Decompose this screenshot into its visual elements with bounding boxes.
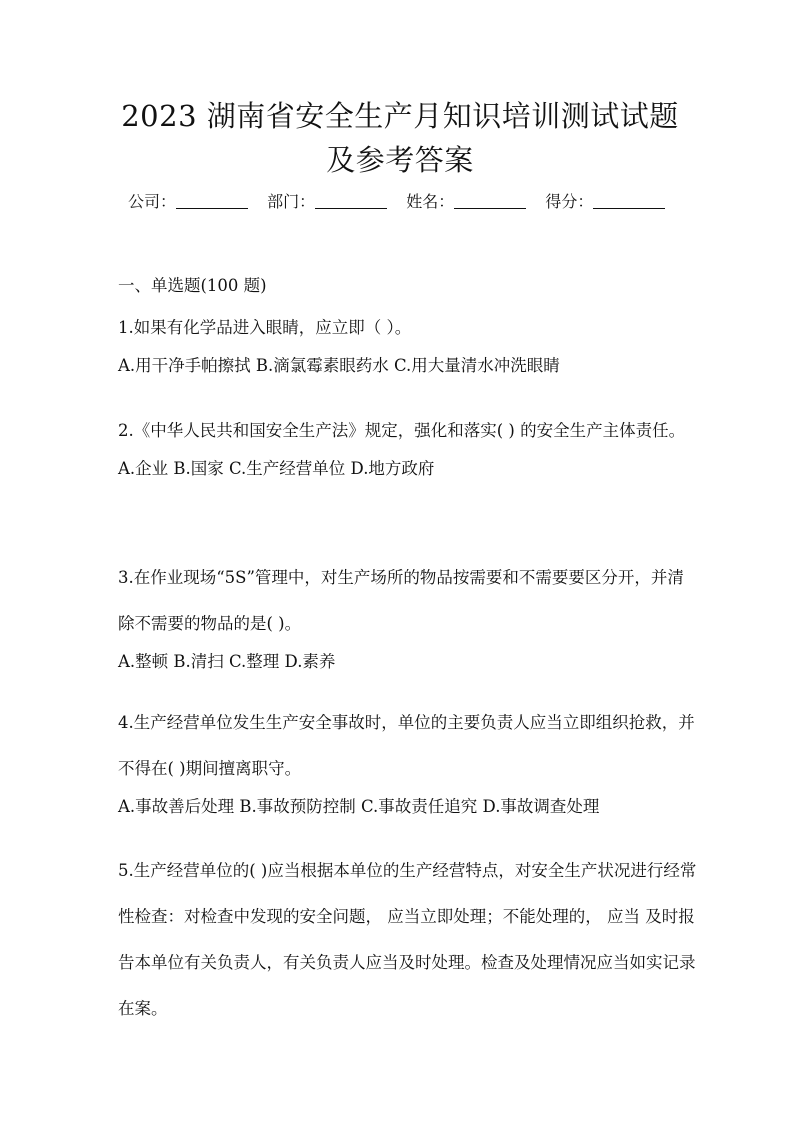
info-row [128,190,688,214]
question-options: A.企业 B.国家 C.生产经营单位 D.地方政府 [118,459,435,478]
score-label: 得分： [545,192,594,211]
document-title-line-1: 2023 湖南省安全生产月知识培训测试试题 [121,99,679,133]
question-1 [118,305,698,381]
question-options: A.用干净手帕擦拭 B.滴氯霉素眼药水 C.用大量清水冲洗眼睛 [118,356,560,375]
department-label: 部门： [267,192,316,211]
name-label: 姓名： [406,192,455,211]
company-label: 公司： [128,192,177,211]
question-stem: 5.生产经营单位的( )应当根据本单位的生产经营特点，对安全生产状况进行经常性检查：对检查中发现的安全问题， 应当立即处理；不能处理的， 应当 及时报告本单位有关负责人，有关负责人应当及时处理。检查及处理情况应当如实记录在案。 [118,861,697,1018]
question-stem: 2.《中华人民共和国安全生产法》规定，强化和落实( ) 的安全生产主体责任。 [118,421,686,440]
question-stem: 4.生产经营单位发生生产安全事故时，单位的主要负责人应当立即组织抢救，并不得在( )期间擅离职守。 [118,713,695,778]
question-stem: 3.在作业现场“5S”管理中，对生产场所的物品按需要和不需要要区分开，并清除不需要的物品的是( )。 [118,568,684,633]
company-blank [176,192,248,209]
department-blank [315,192,387,209]
question-5 [118,848,698,1032]
question-options: A.整顿 B.清扫 C.整理 D.素养 [118,652,336,671]
question-options: A.事故善后处理 B.事故预防控制 C.事故责任追究 D.事故调查处理 [118,797,600,816]
question-2 [118,408,698,484]
question-3 [118,555,698,677]
question-stem: 1.如果有化学品进入眼睛，应立即（ ）。 [118,318,412,337]
section-heading: 一、单选题(100 题) [118,276,267,295]
name-blank [454,192,526,209]
document-title-line-2: 及参考答案 [326,143,474,177]
score-blank [593,192,665,209]
question-4 [118,700,698,822]
